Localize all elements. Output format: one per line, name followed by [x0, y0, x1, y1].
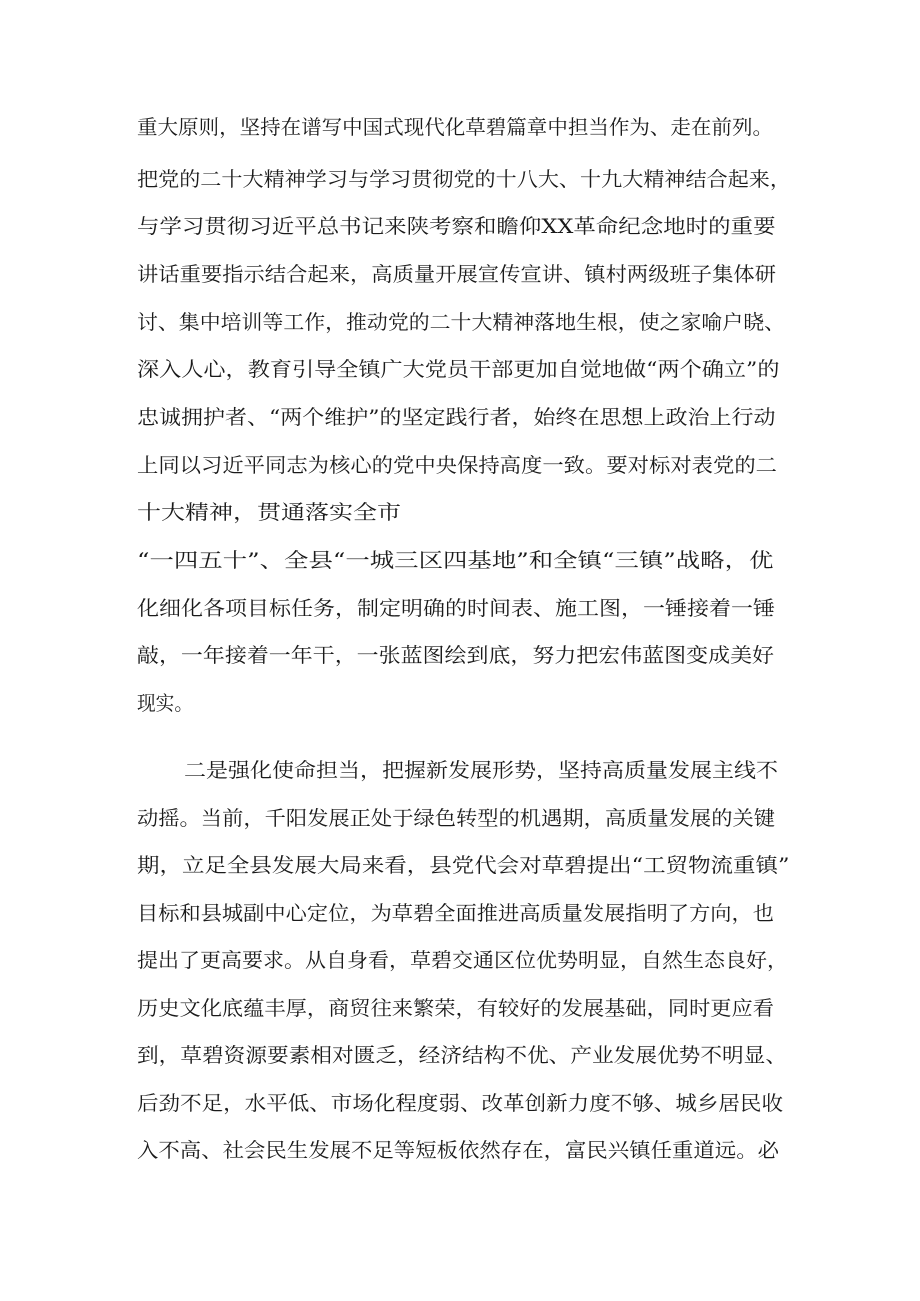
paragraph-line: 期，立足全县发展大局来看，县党代会对草碧提出“工贸物流重镇” — [137, 853, 790, 877]
paragraph-line: 目标和县城副中心定位，为草碧全面推进高质量发展指明了方向，也 — [137, 901, 774, 925]
paragraph-line: 历史文化底蕴丰厚，商贸往来繁荣，有较好的发展基础，同时更应看 — [137, 996, 774, 1020]
paragraph-line: 忠诚拥护者、“两个维护”的坚定践行者，始终在思想上政治上行动 — [137, 405, 776, 429]
paragraph-line: 到，草碧资源要素相对匮乏，经济结构不优、产业发展优势不明显、 — [137, 1043, 787, 1067]
paragraph-line: 十大精神，贯通落实全市 — [137, 500, 401, 524]
paragraph-line: 上同以习近平同志为核心的党中央保持高度一致。要对标对表党的二 — [137, 453, 778, 477]
paragraph-line: 现实。 — [137, 691, 193, 715]
paragraph-line: 重大原则，坚持在谱写中国式现代化草碧篇章中担当作为、走在前列。 — [137, 115, 773, 139]
paragraph-line: 讨、集中培训等工作，推动党的二十大精神落地生根，使之家喻户晓、 — [137, 310, 785, 334]
paragraph-line: 后劲不足，水平低、市场化程度弱、改革创新力度不够、城乡居民收 — [137, 1091, 783, 1115]
paragraph-line: 化细化各项目标任务，制定明确的时间表、施工图，一锤接着一锤 — [137, 596, 775, 620]
paragraph-line: 动摇。当前，千阳发展正处于绿色转型的机遇期，高质量发展的关键 — [137, 806, 776, 830]
paragraph-line: 提出了更高要求。从自身看，草碧交通区位优势明显，自然生态良好， — [137, 948, 788, 972]
paragraph-line: 深入人心，教育引导全镇广大党员干部更加自觉地做“两个确立”的 — [137, 357, 780, 381]
paragraph-line: 敲，一年接着一年干，一张蓝图绘到底，努力把宏伟蓝图变成美好 — [137, 643, 774, 667]
paragraph-line: 与学习贯彻习近平总书记来陕考察和瞻仰XX革命纪念地时的重要 — [137, 214, 776, 238]
paragraph-line: “一四五十”、全县“一城三区四基地”和全镇“三镇”战略，优 — [137, 548, 774, 572]
paragraph-line: 把党的二十大精神学习与学习贯彻党的十八大、十九大精神结合起来， — [137, 167, 791, 191]
paragraph-line: 讲话重要指示结合起来，高质量开展宣传宣讲、镇村两级班子集体研 — [137, 262, 777, 286]
paragraph-line: 二是强化使命担当，把握新发展形势，坚持高质量发展主线不 — [184, 758, 778, 782]
paragraph-line: 入不高、社会民生发展不足等短板依然存在，富民兴镇任重道远。必 — [137, 1138, 780, 1162]
